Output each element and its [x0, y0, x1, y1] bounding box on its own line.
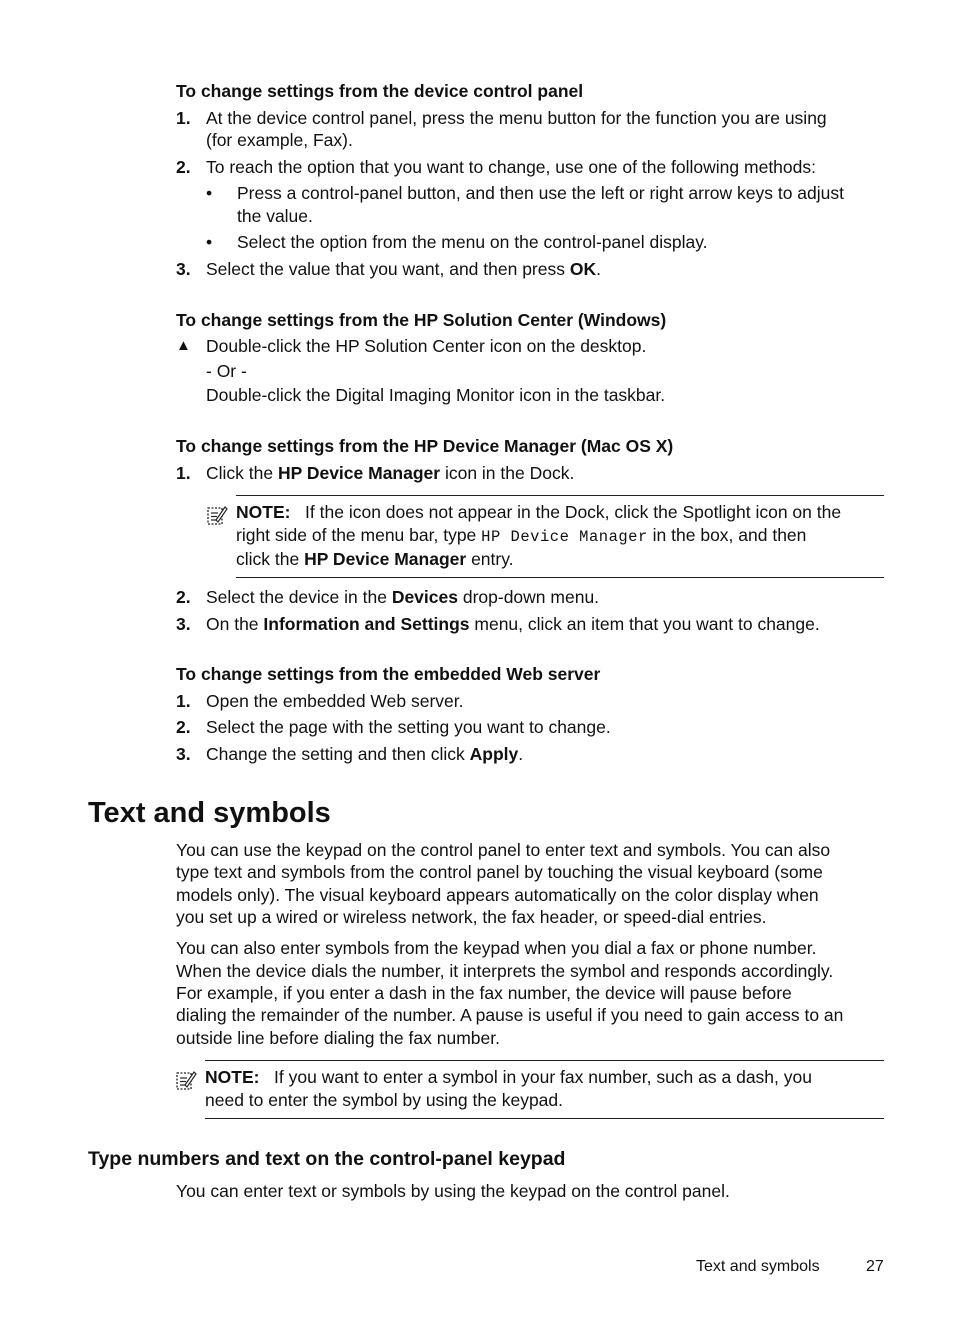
paragraph-line: When the device dials the number, it interprets the symbol and responds accordingly. — [176, 961, 834, 981]
procedure-heading-device-manager: To change settings from the HP Device Manager (Mac OS X) — [176, 436, 674, 456]
note-text: NOTE: If the icon does not appear in the Dock, click the Spotlight icon on the — [236, 502, 842, 522]
note-icon — [206, 504, 228, 526]
bullet-mark: • — [206, 183, 213, 203]
step-number: 2. — [176, 157, 191, 177]
step-number: 3. — [176, 614, 191, 634]
paragraph-line: dialing the remainder of the number. A pause is useful if you need to gain access to an — [176, 1005, 844, 1025]
step-text: Double-click the HP Solution Center icon on the desktop. — [206, 336, 647, 356]
footer-section-name: Text and symbols — [696, 1258, 820, 1275]
step-text: Select the device in the Devices drop-down menu. — [206, 587, 600, 607]
step-number: 2. — [176, 587, 191, 607]
note-icon — [175, 1069, 197, 1091]
or-separator: - Or - — [206, 361, 247, 381]
procedure-heading-solution-center: To change settings from the HP Solution Center (Windows) — [176, 310, 667, 330]
step-text-continued: (for example, Fax). — [206, 130, 353, 150]
bullet-mark: • — [206, 232, 213, 252]
note-text-continued: right side of the menu bar, type HP Device Manager in the box, and then — [236, 525, 807, 546]
step-text: Select the value that you want, and then press OK. — [206, 259, 601, 279]
step-text: Select the page with the setting you want to change. — [206, 717, 611, 737]
note-text-continued: click the HP Device Manager entry. — [236, 549, 514, 569]
step-text: Click the HP Device Manager icon in the Dock. — [206, 463, 575, 483]
procedure-heading-web-server: To change settings from the embedded Web server — [176, 664, 601, 684]
step-number: 1. — [176, 108, 191, 128]
step-text: Change the setting and then click Apply. — [206, 744, 524, 764]
bullet-text: Select the option from the menu on the control-panel display. — [237, 232, 708, 252]
step-number: 3. — [176, 744, 191, 764]
step-text: To reach the option that you want to change, use one of the following methods: — [206, 157, 816, 177]
step-text: Double-click the Digital Imaging Monitor icon in the taskbar. — [206, 385, 666, 405]
paragraph-line: You can also enter symbols from the keypad when you dial a fax or phone number. — [176, 938, 817, 958]
step-number: 1. — [176, 463, 191, 483]
note-top-rule — [205, 1060, 884, 1061]
procedure-heading-control-panel: To change settings from the device control panel — [176, 81, 584, 101]
paragraph-line: models only). The visual keyboard appears automatically on the color display when — [176, 885, 819, 905]
note-bottom-rule — [236, 577, 884, 578]
page-number: 27 — [866, 1258, 884, 1275]
paragraph-line: type text and symbols from the control panel by touching the visual keyboard (some — [176, 862, 823, 882]
paragraph-line: outside line before dialing the fax number. — [176, 1028, 500, 1048]
paragraph-line: You can use the keypad on the control panel to enter text and symbols. You can also — [176, 840, 831, 860]
step-number: 3. — [176, 259, 191, 279]
step-number: 1. — [176, 691, 191, 711]
note-text-continued: need to enter the symbol by using the keypad. — [205, 1090, 564, 1110]
paragraph-line: You can enter text or symbols by using the keypad on the control panel. — [176, 1181, 730, 1201]
note-text: NOTE: If you want to enter a symbol in your fax number, such as a dash, you — [205, 1067, 812, 1087]
step-text: On the Information and Settings menu, click an item that you want to change. — [206, 614, 820, 634]
note-top-rule — [236, 495, 884, 496]
section-title: Text and symbols — [88, 797, 331, 829]
paragraph-line: you set up a wired or wireless network, the fax header, or speed-dial entries. — [176, 907, 767, 927]
paragraph-line: For example, if you enter a dash in the fax number, the device will pause before — [176, 983, 792, 1003]
step-number: 2. — [176, 717, 191, 737]
bullet-text-continued: the value. — [237, 206, 313, 226]
subsection-title: Type numbers and text on the control-panel keypad — [88, 1148, 566, 1170]
triangle-marker-icon: ▲ — [176, 337, 191, 354]
note-bottom-rule — [205, 1118, 884, 1119]
step-text: At the device control panel, press the menu button for the function you are using — [206, 108, 827, 128]
bullet-text: Press a control-panel button, and then use the left or right arrow keys to adjust — [237, 183, 845, 203]
step-text: Open the embedded Web server. — [206, 691, 464, 711]
